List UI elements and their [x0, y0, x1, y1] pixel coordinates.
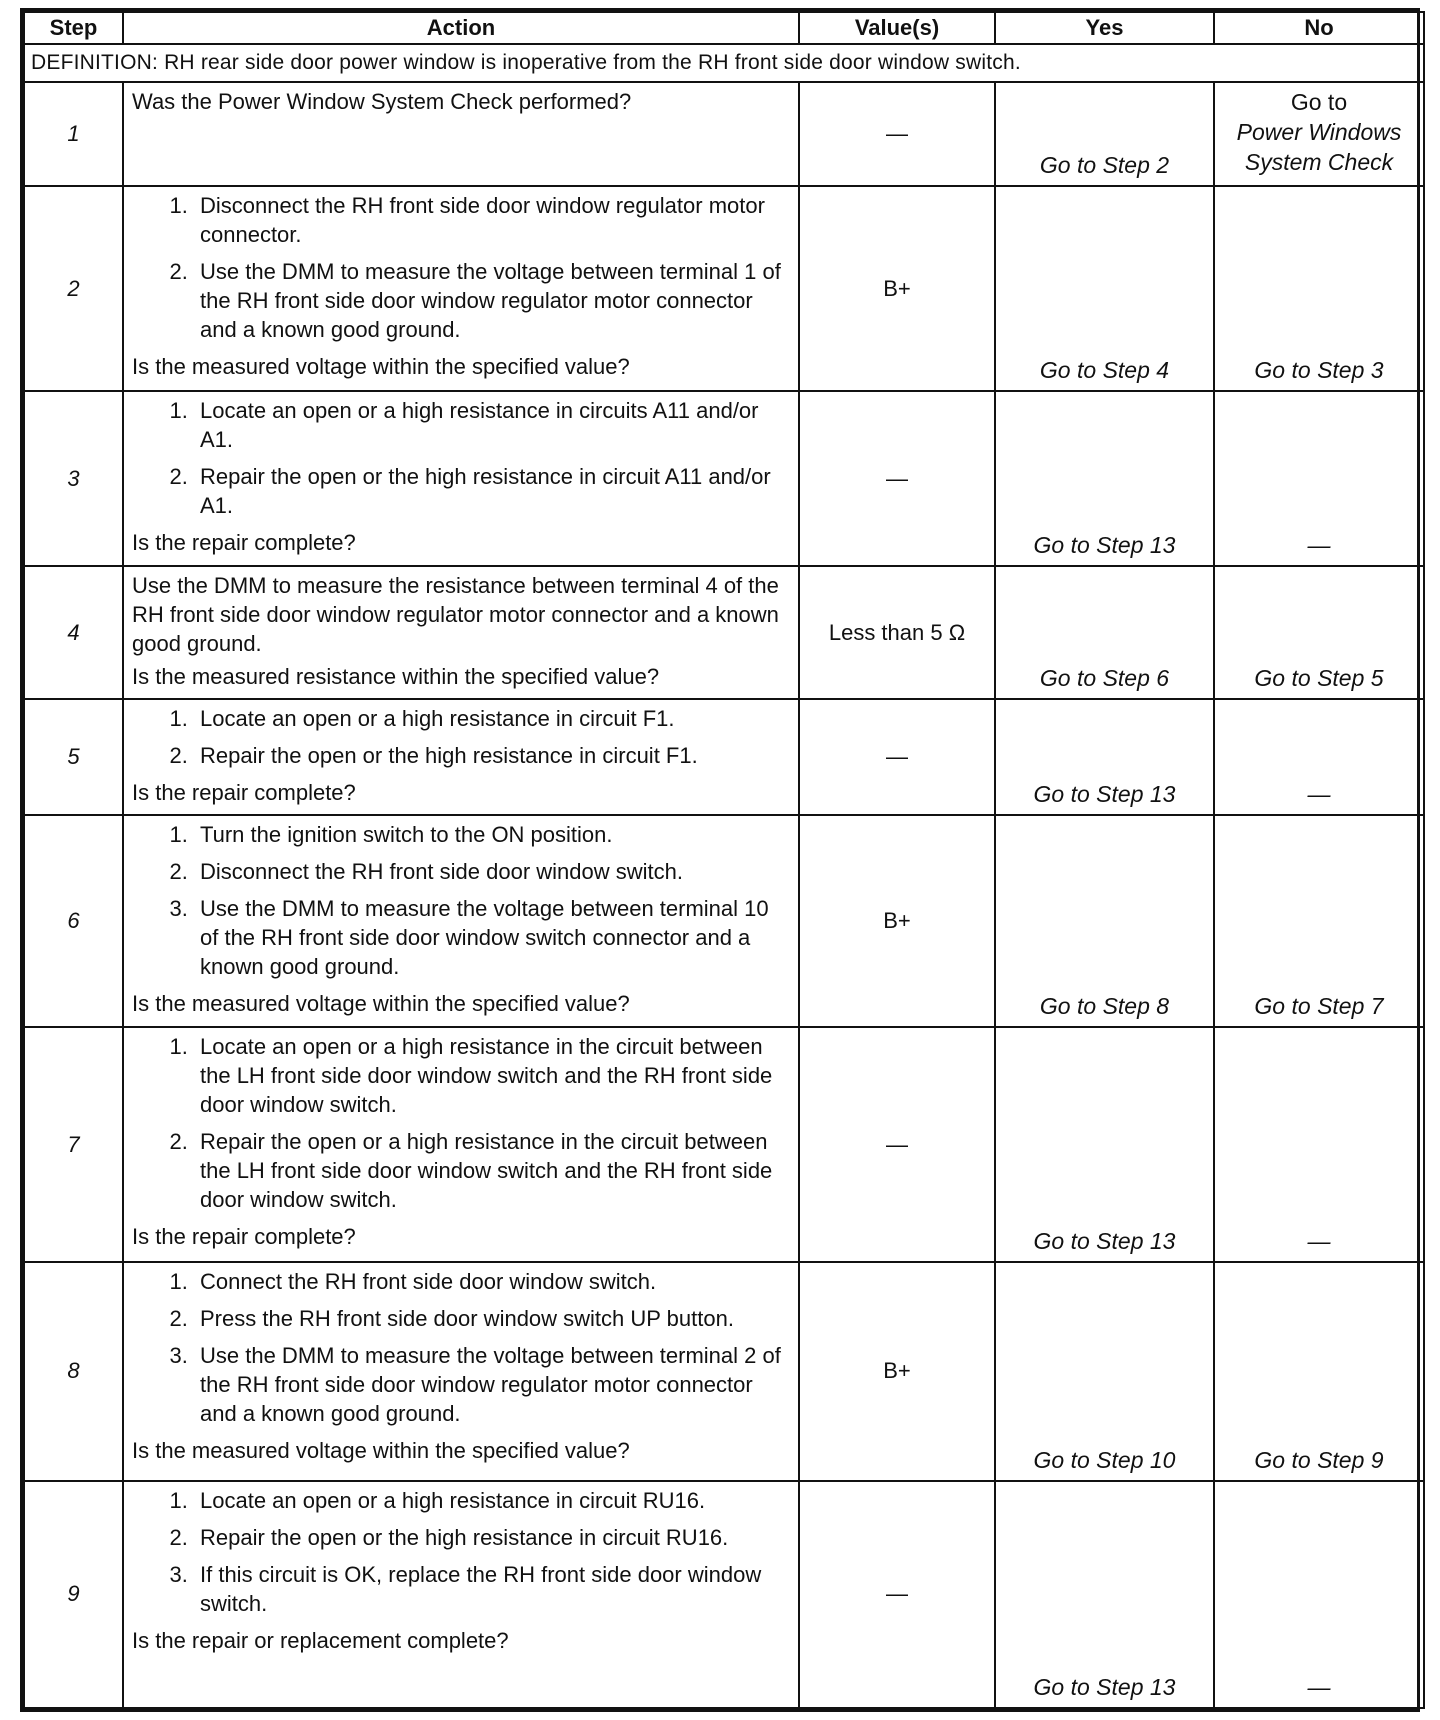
action-question: Is the repair or replacement complete?	[132, 1627, 509, 1653]
step-number: 2	[24, 186, 123, 391]
header-yes: Yes	[995, 12, 1214, 44]
action-list-item: 2. Repair the open or the high resistance in circuit F1.	[194, 741, 792, 770]
step-value: B+	[799, 186, 995, 391]
step-no: Go to Step 3	[1214, 186, 1424, 391]
step-no: —	[1214, 391, 1424, 566]
step-no-line: System Check	[1244, 149, 1394, 175]
step-yes: Go to Step 6	[995, 566, 1214, 699]
action-intro: Use the DMM to measure the resistance between terminal 4 of the RH front side door window regulator motor connector and a known good ground.	[132, 573, 779, 656]
step-number: 5	[24, 699, 123, 815]
table-row	[24, 815, 1424, 1028]
step-no: Go to Step 5	[1214, 566, 1424, 699]
step-value: —	[799, 1027, 995, 1261]
step-value: B+	[799, 815, 995, 1028]
action-list-item: 2. Use the DMM to measure the voltage between terminal 1 of the RH front side door window regulator motor connector and a known good ground.	[194, 257, 792, 344]
step-number: 7	[24, 1027, 123, 1261]
table-row	[24, 1027, 1424, 1261]
header-step: Step	[24, 12, 123, 44]
action-list-item: 1. Connect the RH front side door window switch.	[194, 1267, 792, 1296]
table-row	[24, 1262, 1424, 1481]
action-question: Is the measured resistance within the specified value?	[132, 664, 660, 689]
action-list	[132, 1267, 792, 1428]
step-action	[123, 815, 799, 1028]
step-action	[123, 82, 799, 186]
action-list	[132, 1032, 792, 1214]
step-number: 8	[24, 1262, 123, 1481]
action-list-item: 2. Disconnect the RH front side door window switch.	[194, 857, 792, 886]
step-no-line: Power Windows	[1236, 119, 1402, 145]
step-value: Less than 5 Ω	[799, 566, 995, 699]
step-action	[123, 391, 799, 566]
action-list-item: 2. Repair the open or a high resistance in the circuit between the LH front side door window switch and the RH front side door window switch.	[194, 1127, 792, 1214]
step-number: 3	[24, 391, 123, 566]
action-list-item: 1. Locate an open or a high resistance in the circuit between the LH front side door window switch and the RH front side door window switch.	[194, 1032, 792, 1119]
step-yes: Go to Step 13	[995, 1027, 1214, 1261]
step-no: Go to Step 7	[1214, 815, 1424, 1028]
table-row	[24, 186, 1424, 391]
step-no-line: Go to	[1290, 89, 1348, 115]
step-rows	[24, 82, 1424, 1708]
action-list	[132, 396, 792, 520]
step-yes: Go to Step 13	[995, 1481, 1214, 1708]
step-value: —	[799, 699, 995, 815]
action-list-item: 2. Repair the open or the high resistance in circuit A11 and/or A1.	[194, 462, 792, 520]
action-list-item: 3. Use the DMM to measure the voltage between terminal 10 of the RH front side door window switch connector and a known good ground.	[194, 894, 792, 981]
definition-text: DEFINITION: RH rear side door power window is inoperative from the RH front side door window switch.	[24, 44, 1424, 82]
step-number: 4	[24, 566, 123, 699]
action-question: Is the repair complete?	[132, 780, 356, 806]
header-row	[24, 12, 1424, 44]
step-action	[123, 1262, 799, 1481]
step-no: —	[1214, 699, 1424, 815]
table-row	[24, 699, 1424, 815]
table-row	[24, 82, 1424, 186]
step-value: —	[799, 1481, 995, 1708]
action-list	[132, 704, 792, 770]
step-number: 6	[24, 815, 123, 1028]
action-intro: Was the Power Window System Check performed?	[132, 89, 632, 114]
definition-row	[24, 44, 1424, 82]
step-number: 9	[24, 1481, 123, 1708]
table-row	[24, 566, 1424, 699]
step-yes: Go to Step 2	[995, 82, 1214, 186]
diagnostic-table-document	[20, 8, 1420, 1712]
step-action	[123, 699, 799, 815]
step-value: —	[799, 391, 995, 566]
action-list-item: 1. Turn the ignition switch to the ON position.	[194, 820, 792, 849]
step-value: —	[799, 82, 995, 186]
action-list-item: 2. Repair the open or the high resistance in circuit RU16.	[194, 1523, 792, 1552]
action-question: Is the repair complete?	[132, 530, 356, 556]
step-no: —	[1214, 1027, 1424, 1261]
action-list-item: 2. Press the RH front side door window switch UP button.	[194, 1304, 792, 1333]
step-action	[123, 186, 799, 391]
header-no: No	[1214, 12, 1424, 44]
action-list-item: 3. Use the DMM to measure the voltage between terminal 2 of the RH front side door window regulator motor connector and a known good ground.	[194, 1341, 792, 1428]
step-yes: Go to Step 13	[995, 391, 1214, 566]
step-action	[123, 1027, 799, 1261]
table-row	[24, 1481, 1424, 1708]
action-list-item: 3. If this circuit is OK, replace the RH front side door window switch.	[194, 1560, 792, 1618]
action-list	[132, 1486, 792, 1618]
header-action: Action	[123, 12, 799, 44]
step-action	[123, 566, 799, 699]
step-no	[1214, 82, 1424, 186]
step-yes: Go to Step 13	[995, 699, 1214, 815]
action-question: Is the repair complete?	[132, 1224, 356, 1250]
action-list	[132, 820, 792, 981]
action-list-item: 1. Disconnect the RH front side door window regulator motor connector.	[194, 191, 792, 249]
step-value: B+	[799, 1262, 995, 1481]
header-values: Value(s)	[799, 12, 995, 44]
action-question: Is the measured voltage within the specified value?	[132, 990, 630, 1016]
action-list	[132, 191, 792, 344]
step-yes: Go to Step 10	[995, 1262, 1214, 1481]
action-list-item: 1. Locate an open or a high resistance in circuits A11 and/or A1.	[194, 396, 792, 454]
step-action	[123, 1481, 799, 1708]
step-yes: Go to Step 4	[995, 186, 1214, 391]
step-no: Go to Step 9	[1214, 1262, 1424, 1481]
action-question: Is the measured voltage within the specified value?	[132, 354, 630, 380]
step-yes: Go to Step 8	[995, 815, 1214, 1028]
action-list-item: 1. Locate an open or a high resistance in circuit F1.	[194, 704, 792, 733]
action-question: Is the measured voltage within the specified value?	[132, 1437, 630, 1463]
table-row	[24, 391, 1424, 566]
step-no: —	[1214, 1481, 1424, 1708]
action-list-item: 1. Locate an open or a high resistance in circuit RU16.	[194, 1486, 792, 1515]
step-number: 1	[24, 82, 123, 186]
diagnostic-table	[23, 11, 1425, 1709]
